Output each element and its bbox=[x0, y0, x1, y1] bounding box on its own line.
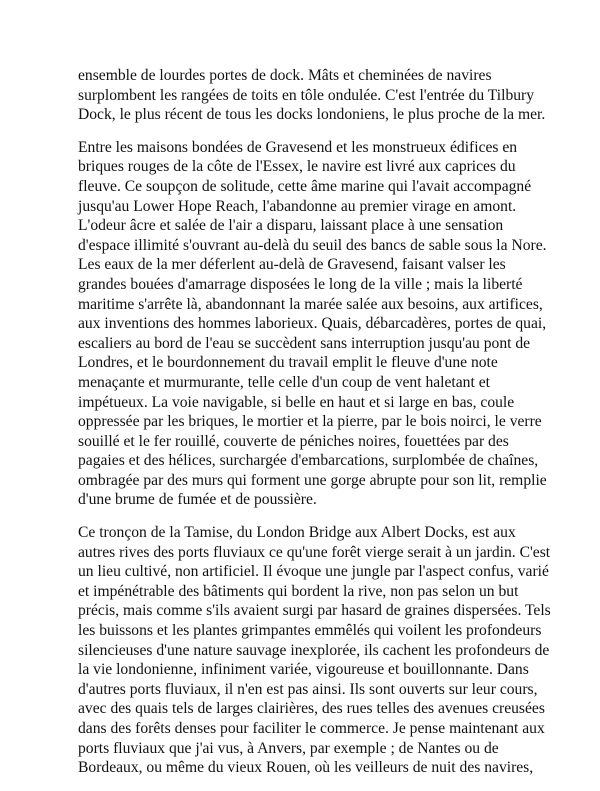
text-line: escaliers au bord de l'eau se succèdent sans interruption jusqu'au pont de bbox=[78, 334, 531, 352]
paragraph-2 bbox=[78, 138, 547, 510]
text-line: Entre les maisons bondées de Gravesend et les monstrueux édifices en bbox=[78, 138, 518, 156]
text-line: autres rives des ports fluviaux ce qu'une forêt vierge serait à un jardin. C'est bbox=[78, 543, 551, 561]
text-line: les buissons et les plantes grimpantes emmêlés qui voilent les profondeurs bbox=[78, 622, 542, 640]
text-line: maritime s'arrête là, abandonnant la marée salée aux besoins, aux artifices, bbox=[78, 295, 543, 313]
text-line: Ce tronçon de la Tamise, du London Bridge aux Albert Docks, est aux bbox=[78, 524, 516, 542]
text-line: d'une brume de fumée et de poussière. bbox=[78, 491, 317, 509]
text-line: la vie londonienne, infiniment variée, vigoureuse et bouillonnante. Dans bbox=[78, 661, 529, 679]
text-line: d'espace illimité s'ouvrant au-delà du seuil des bancs de sable sous la Nore. bbox=[78, 236, 547, 254]
text-line: fleuve. Ce soupçon de solitude, cette âme marine qui l'avait accompagné bbox=[78, 177, 532, 195]
text-line: d'autres ports fluviaux, il n'en est pas ainsi. Ils sont ouverts sur leur cours, bbox=[78, 680, 538, 698]
text-line: et impénétrable des bâtiments qui bordent la rive, non pas selon un but bbox=[78, 582, 519, 600]
text-line: oppressée par les briques, le mortier et la pierre, par le bois noirci, le verre bbox=[78, 413, 542, 431]
text-line: dans des forêts denses pour faciliter le commerce. Je pense maintenant aux bbox=[78, 720, 545, 737]
text-line: un lieu cultivé, non artificiel. Il évoque une jungle par l'aspect confus, varié bbox=[78, 563, 549, 581]
document-page bbox=[78, 66, 551, 791]
text-line: jusqu'au Lower Hope Reach, l'abandonne au premier virage en amont. bbox=[78, 197, 517, 215]
text-line: avec des quais tels de larges clairières, des rues telles des avenues creusées bbox=[78, 700, 545, 718]
text-line: ensemble de lourdes portes de dock. Mâts et cheminées de navires bbox=[78, 67, 492, 84]
text-line: ports fluviaux que j'ai vus, à Anvers, par exemple ; de Nantes ou de bbox=[78, 739, 499, 757]
text-line: Les eaux de la mer déferlent au-delà de Gravesend, faisant valser les bbox=[78, 256, 506, 274]
text-line: Bordeaux, ou même du vieux Rouen, où les veilleurs de nuit des navires, bbox=[78, 759, 534, 777]
text-line: silencieuses d'une nature sauvage inexplorée, ils cachent les profondeurs de bbox=[78, 641, 550, 659]
text-line: aux inventions des hommes laborieux. Quais, débarcadères, portes de quai, bbox=[78, 315, 547, 333]
text-line: impétueux. La voie navigable, si belle en haut et si large en bas, coule bbox=[78, 393, 515, 411]
paragraph-3 bbox=[78, 523, 551, 778]
text-line: Londres, et le bourdonnement du travail emplit le fleuve d'une note bbox=[78, 354, 498, 372]
text-line: briques rouges de la côte de l'Essex, le navire est livré aux caprices du bbox=[78, 158, 516, 176]
text-line: L'odeur âcre et salée de l'air a disparu, laissant place à une sensation bbox=[78, 217, 504, 235]
text-line: surplombent les rangées de toits en tôle ondulée. C'est l'entrée du Tilbury bbox=[78, 86, 535, 104]
text-line: précis, mais comme s'ils avaient surgi par hasard de graines dispersées. Tels bbox=[78, 602, 551, 620]
text-line: grandes bouées d'amarrage disposées le long de la ville ; mais la liberté bbox=[78, 275, 523, 293]
text-line: ombragée par des murs qui forment une gorge abrupte pour son lit, remplie bbox=[78, 471, 547, 489]
text-line: souillé et le fer rouillé, couverte de péniches noires, fouettées par des bbox=[78, 432, 509, 450]
paragraph-1 bbox=[78, 66, 546, 125]
text-line: menaçante et murmurante, telle celle d'un coup de vent haletant et bbox=[78, 373, 490, 391]
text-line: pagaies et des hélices, surchargée d'embarcations, surplombée de chaînes, bbox=[78, 452, 539, 470]
text-line: Dock, le plus récent de tous les docks londoniens, le plus proche de la mer. bbox=[78, 106, 546, 124]
